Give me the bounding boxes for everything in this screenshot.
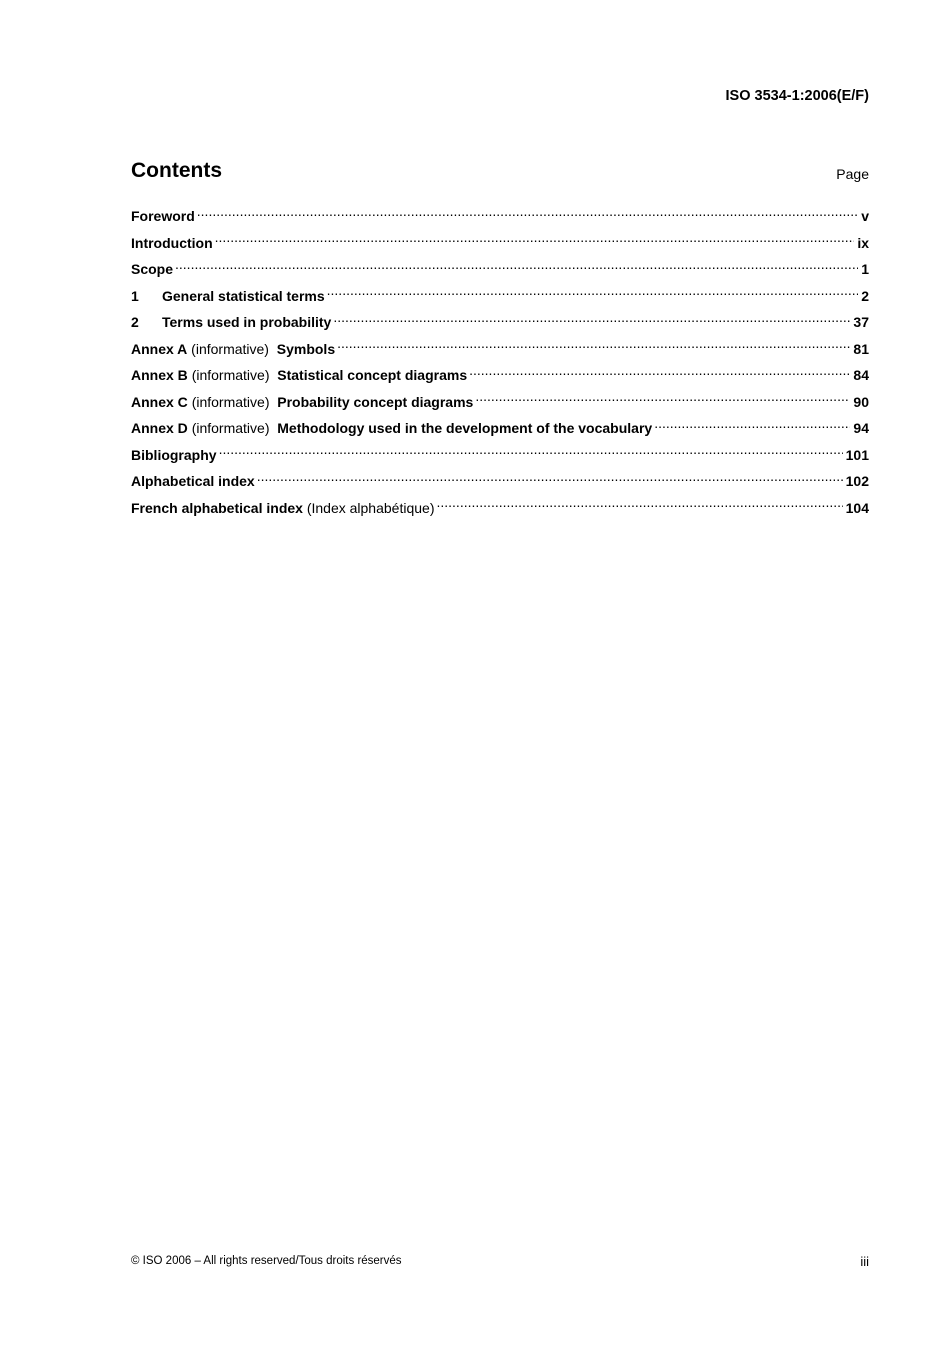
toc-entry-alphabetical-index[interactable] <box>131 468 869 495</box>
toc-entry-title: Introduction <box>131 234 213 251</box>
page-column-label: Page <box>836 166 869 182</box>
toc-annex-qualifier: (informative) <box>191 420 270 436</box>
toc-entry-annex-c[interactable] <box>131 389 869 416</box>
toc-entry-title: Terms used in probability <box>162 314 332 330</box>
toc-annex-subtitle: Methodology used in the development of the vocabulary <box>277 420 653 436</box>
toc-entry-page: 2 <box>861 287 869 304</box>
toc-entry-page: 1 <box>861 261 869 277</box>
toc-entry-title: Alphabetical index <box>131 473 255 489</box>
toc-entry-suffix: (Index alphabétique) <box>306 499 435 516</box>
toc-entry-title: French alphabetical index <box>131 499 303 516</box>
toc-entry-french-index[interactable] <box>131 495 869 522</box>
toc-leader-dots <box>436 499 842 513</box>
toc-clause-number: 1 <box>131 287 139 304</box>
toc-entry-annex-a[interactable] <box>131 336 869 363</box>
toc-entry-clause-1[interactable] <box>131 283 869 310</box>
toc-entry-scope[interactable] <box>131 256 869 283</box>
footer-copyright: © ISO 2006 – All rights reserved/Tous droits réservés <box>131 1255 402 1267</box>
toc-entry-heading <box>131 415 652 442</box>
toc-entry-heading <box>131 389 473 416</box>
toc-entry-clause-2[interactable] <box>131 309 869 336</box>
toc-entry-page: 101 <box>845 446 869 463</box>
toc-annex-qualifier: (informative) <box>191 393 270 410</box>
footer-page-number: iii <box>860 1254 869 1269</box>
toc-entry-page: 94 <box>853 420 869 436</box>
toc-entry-annex-d[interactable] <box>131 415 869 442</box>
toc-leader-dots <box>469 366 850 380</box>
toc-annex-label: Annex A <box>131 340 188 357</box>
toc-entry-page: 90 <box>853 393 869 410</box>
toc-entry-annex-b[interactable] <box>131 362 869 389</box>
toc-entry-page: ix <box>857 234 869 251</box>
toc-annex-qualifier: (informative) <box>191 340 269 357</box>
toc-entry-page: 37 <box>853 314 869 330</box>
toc-entry-page: v <box>861 208 869 224</box>
contents-heading: Contents <box>131 159 222 182</box>
toc-entry-page: 102 <box>845 473 869 489</box>
toc-entry-heading <box>131 362 467 389</box>
toc-leader-dots <box>215 234 855 248</box>
toc-entry-page: 104 <box>845 499 869 516</box>
toc-annex-subtitle: Statistical concept diagrams <box>277 367 468 383</box>
document-id: ISO 3534-1:2006(E/F) <box>725 88 869 104</box>
toc-entry-introduction[interactable] <box>131 230 869 257</box>
toc-entry-heading <box>131 309 331 336</box>
toc-entry-heading <box>131 495 434 522</box>
table-of-contents <box>131 203 869 521</box>
toc-leader-dots <box>475 393 850 407</box>
toc-annex-subtitle: Probability concept diagrams <box>277 393 474 410</box>
toc-entry-page: 84 <box>853 367 869 383</box>
toc-annex-label: Annex D <box>131 420 188 436</box>
toc-entry-page: 81 <box>853 340 869 357</box>
toc-leader-dots <box>197 207 858 221</box>
toc-annex-label: Annex C <box>131 393 188 410</box>
toc-entry-heading <box>131 283 325 310</box>
toc-leader-dots <box>333 313 850 327</box>
toc-entry-title: General statistical terms <box>162 287 325 304</box>
toc-leader-dots <box>327 287 859 301</box>
toc-leader-dots <box>219 446 843 460</box>
toc-leader-dots <box>257 472 843 486</box>
toc-entry-foreword[interactable] <box>131 203 869 230</box>
toc-entry-title: Bibliography <box>131 446 217 463</box>
toc-leader-dots <box>654 419 850 433</box>
toc-annex-label: Annex B <box>131 367 188 383</box>
toc-leader-dots <box>175 260 858 274</box>
toc-annex-subtitle: Symbols <box>276 340 336 357</box>
toc-entry-bibliography[interactable] <box>131 442 869 469</box>
toc-annex-qualifier: (informative) <box>191 367 270 383</box>
toc-entry-heading <box>131 336 335 363</box>
toc-leader-dots <box>337 340 850 354</box>
toc-clause-number: 2 <box>131 314 139 330</box>
toc-entry-title: Scope <box>131 261 174 277</box>
toc-entry-title: Foreword <box>131 208 195 224</box>
